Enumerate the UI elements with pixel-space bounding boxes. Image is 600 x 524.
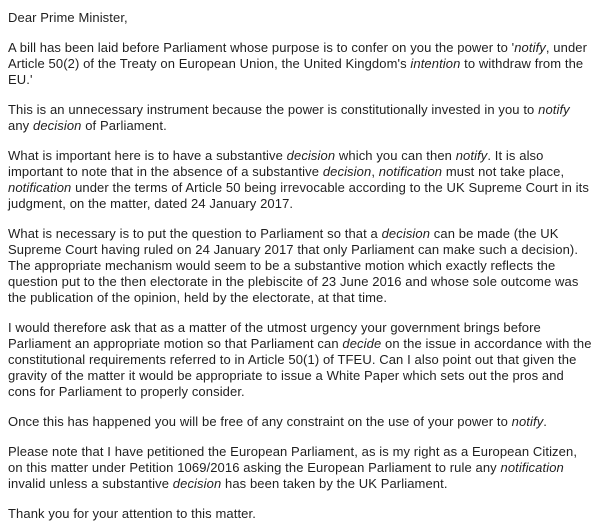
paragraph bbox=[8, 148, 593, 212]
paragraph bbox=[8, 10, 593, 26]
paragraph bbox=[8, 320, 593, 400]
text-run: , bbox=[371, 164, 379, 179]
paragraph bbox=[8, 414, 593, 430]
text-run: . bbox=[543, 414, 548, 429]
paragraph bbox=[8, 102, 593, 134]
text-run: on the issue in accordance with the constitutional requirements referred to in Article 50(1) of TFEU. Can I also point out that given the gravity of the matter it would be appropriate to issue a White Paper which sets out the pros and cons for Parliament to properly consider. bbox=[8, 336, 592, 399]
emphasized-text-run: notification bbox=[378, 164, 443, 179]
emphasized-text-run: decision bbox=[32, 118, 82, 133]
text-run: Please note that I have petitioned the European Parliament, as is my right as a European Citizen, on this matter under Petition 1069/2016 asking the European Parliament to rule any bbox=[8, 444, 578, 475]
emphasized-text-run: decision bbox=[322, 164, 372, 179]
text-run: has been taken by the UK Parliament. bbox=[221, 476, 448, 491]
emphasized-text-run: notification bbox=[500, 460, 564, 475]
text-run: under the terms of Article 50 being irrevocable according to the UK Supreme Court in its judgment, on the matter, dated 24 January 2017. bbox=[8, 180, 589, 211]
text-run: which you can then bbox=[335, 148, 456, 163]
emphasized-text-run: notification bbox=[8, 180, 72, 195]
text-run: Dear Prime Minister, bbox=[8, 10, 128, 25]
emphasized-text-run: notify bbox=[455, 148, 488, 163]
text-run: What is important here is to have a substantive bbox=[8, 148, 287, 163]
emphasized-text-run: decision bbox=[172, 476, 222, 491]
paragraph bbox=[8, 40, 593, 88]
text-run: to withdraw from the EU.' bbox=[8, 56, 584, 87]
emphasized-text-run: notify bbox=[514, 40, 546, 55]
text-run: . It is also important to note that in the absence of a substantive bbox=[8, 148, 544, 179]
paragraph bbox=[8, 226, 593, 306]
text-run: of Parliament. bbox=[81, 118, 167, 133]
emphasized-text-run: notify bbox=[538, 102, 570, 117]
text-run: What is necessary is to put the question to Parliament so that a bbox=[8, 226, 382, 241]
emphasized-text-run: intention bbox=[410, 56, 461, 71]
text-run: , under Article 50(2) of the Treaty on European Union, the United Kingdom's bbox=[8, 40, 588, 71]
text-run: Thank you for your attention to this matter. bbox=[8, 506, 256, 521]
text-run: Once this has happened you will be free of any constraint on the use of your power to bbox=[8, 414, 512, 429]
emphasized-text-run: decide bbox=[342, 336, 382, 351]
paragraph bbox=[8, 444, 593, 492]
paragraph bbox=[8, 506, 593, 522]
text-run: This is an unnecessary instrument because the power is constitutionally invested in you to bbox=[8, 102, 539, 117]
emphasized-text-run: notify bbox=[511, 414, 544, 429]
text-run: I would therefore ask that as a matter of the utmost urgency your government brings before Parliament an appropriate motion so that Parliament can bbox=[8, 320, 541, 351]
text-run: A bill has been laid before Parliament whose purpose is to confer on you the power to ' bbox=[8, 40, 515, 55]
text-run: can be made (the UK Supreme Court having ruled on 24 January 2017 that only Parliament can make such a decision). The appropriate mechanism would seem to be a substantive motion which exactly reflects the question put to the then electorate in the plebiscite of 23 June 2016 and whose sole outcome was the publication of the opinion, held by the electorate, at that time. bbox=[8, 226, 579, 305]
emphasized-text-run: decision bbox=[286, 148, 336, 163]
text-run: any bbox=[8, 118, 33, 133]
emphasized-text-run: decision bbox=[381, 226, 431, 241]
text-run: must not take place, bbox=[442, 164, 565, 179]
text-run: invalid unless a substantive bbox=[8, 476, 173, 491]
